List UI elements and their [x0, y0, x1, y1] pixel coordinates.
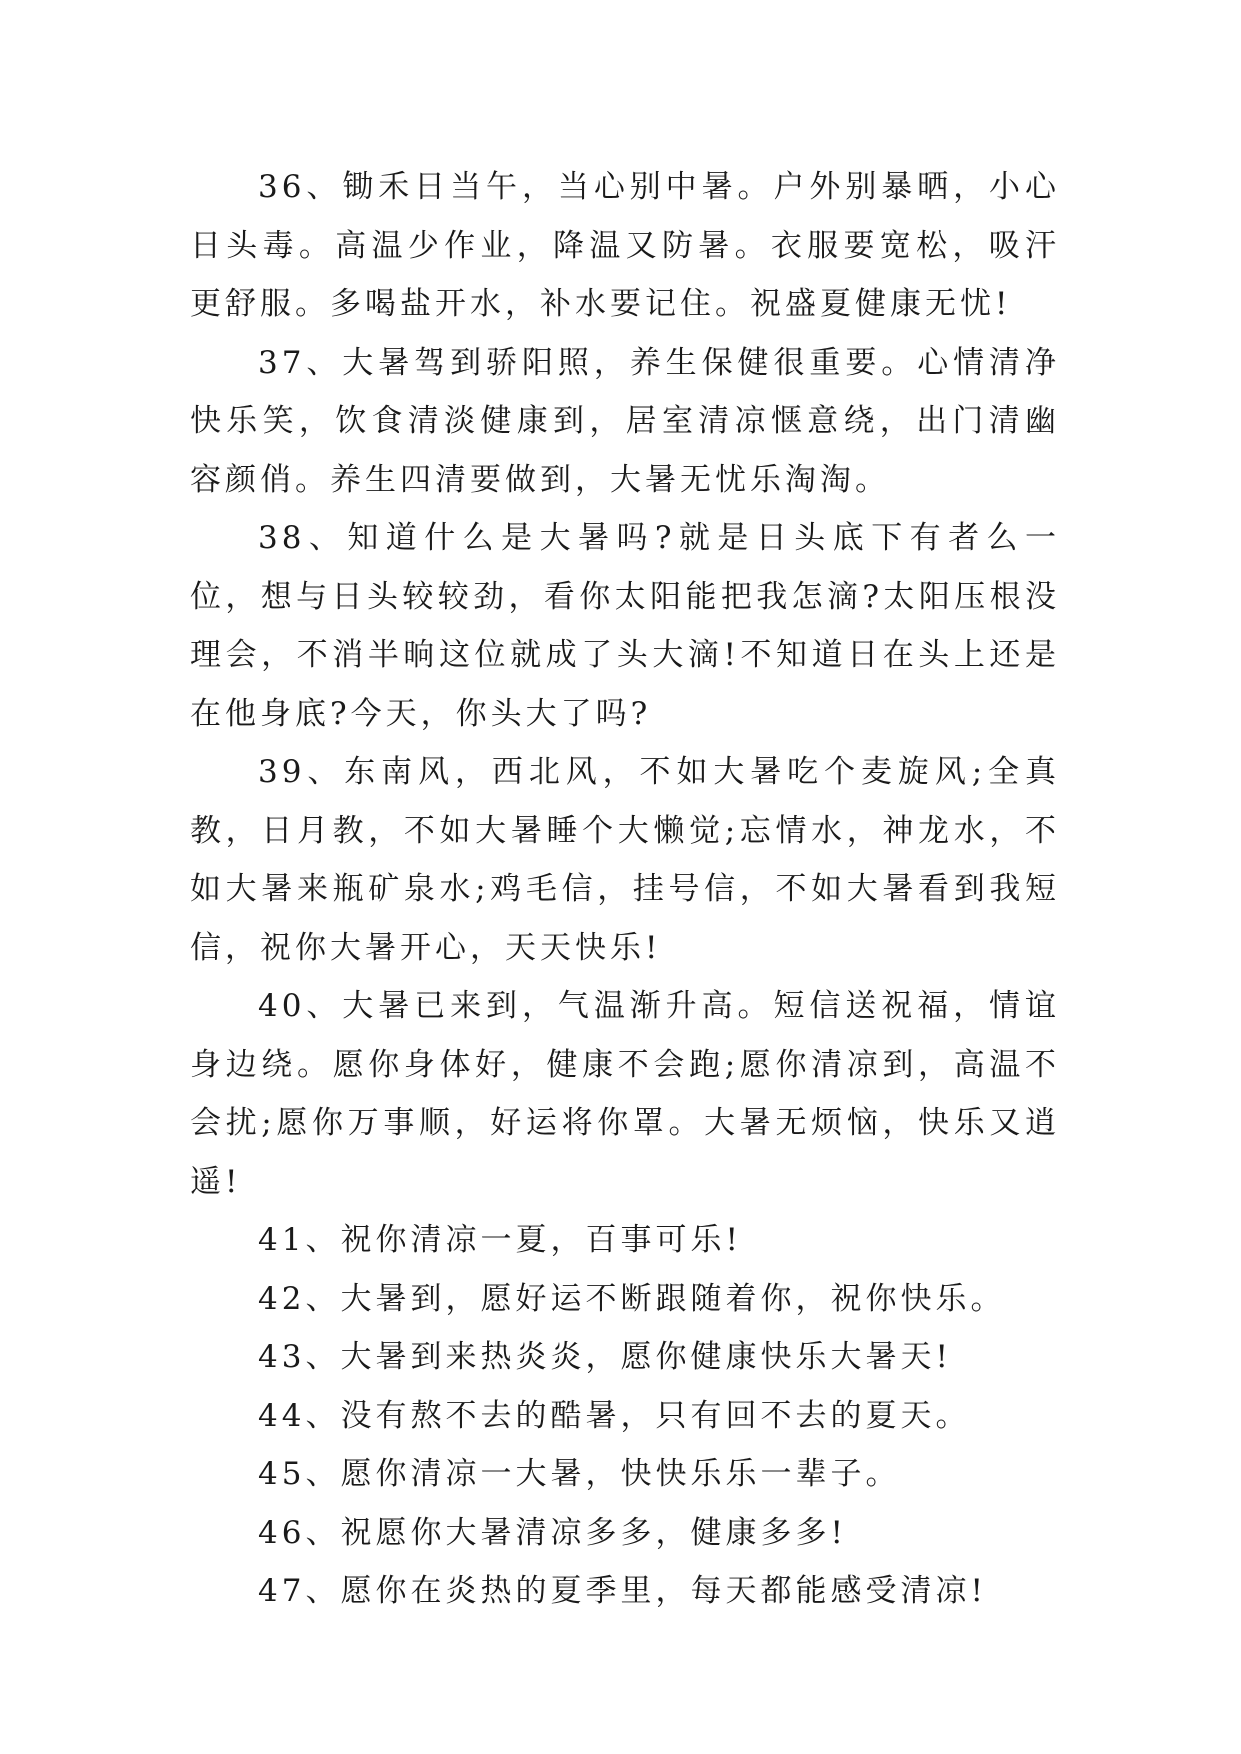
paragraph-44: 44、没有熬不去的酷暑，只有回不去的夏天。 [258, 1397, 971, 1434]
paragraph-38: 38、知道什么是大暑吗?就是日头底下有者么一位，想与日头较较劲，看你太阳能把我怎滴?太阳压根没理会，不消半晌这位就成了头大滴!不知道日在头上还是在他身底?今天，你头大了吗? [190, 520, 1060, 732]
paragraph-36: 36、锄禾日当午，当心别中暑。户外别暴晒，小心日头毒。高温少作业，降温又防暑。衣服要宽松，吸汗更舒服。多喝盐开水，补水要记住。祝盛夏健康无忧! [190, 169, 1060, 322]
paragraph-46: 46、祝愿你大暑清凉多多，健康多多! [258, 1514, 847, 1551]
paragraph-47: 47、愿你在炎热的夏季里，每天都能感受清凉! [258, 1573, 987, 1609]
paragraph-45: 45、愿你清凉一大暑，快快乐乐一辈子。 [258, 1456, 901, 1492]
paragraph-43: 43、大暑到来热炎炎，愿你健康快乐大暑天! [258, 1339, 952, 1375]
paragraph-37: 37、大暑驾到骄阳照，养生保健很重要。心情清净快乐笑，饮食清淡健康到，居室清凉惬意绕，出门清幽容颜俏。养生四清要做到，大暑无忧乐淘淘。 [190, 344, 1060, 498]
paragraph-42: 42、大暑到，愿好运不断跟随着你，祝你快乐。 [258, 1280, 1006, 1317]
paragraph-41: 41、祝你清凉一夏，百事可乐! [258, 1222, 742, 1258]
paragraph-40: 40、大暑已来到，气温渐升高。短信送祝福，情谊身边绕。愿你身体好，健康不会跑;愿你清凉到，高温不会扰;愿你万事顺，好运将你罩。大暑无烦恼，快乐又逍遥! [190, 988, 1060, 1200]
document-body [190, 158, 1060, 1621]
paragraph-39: 39、东南风，西北风，不如大暑吃个麦旋风;全真教，日月教，不如大暑睡个大懒觉;忘情水，神龙水，不如大暑来瓶矿泉水;鸡毛信，挂号信，不如大暑看到我短信，祝你大暑开心，天天快乐! [190, 754, 1060, 966]
